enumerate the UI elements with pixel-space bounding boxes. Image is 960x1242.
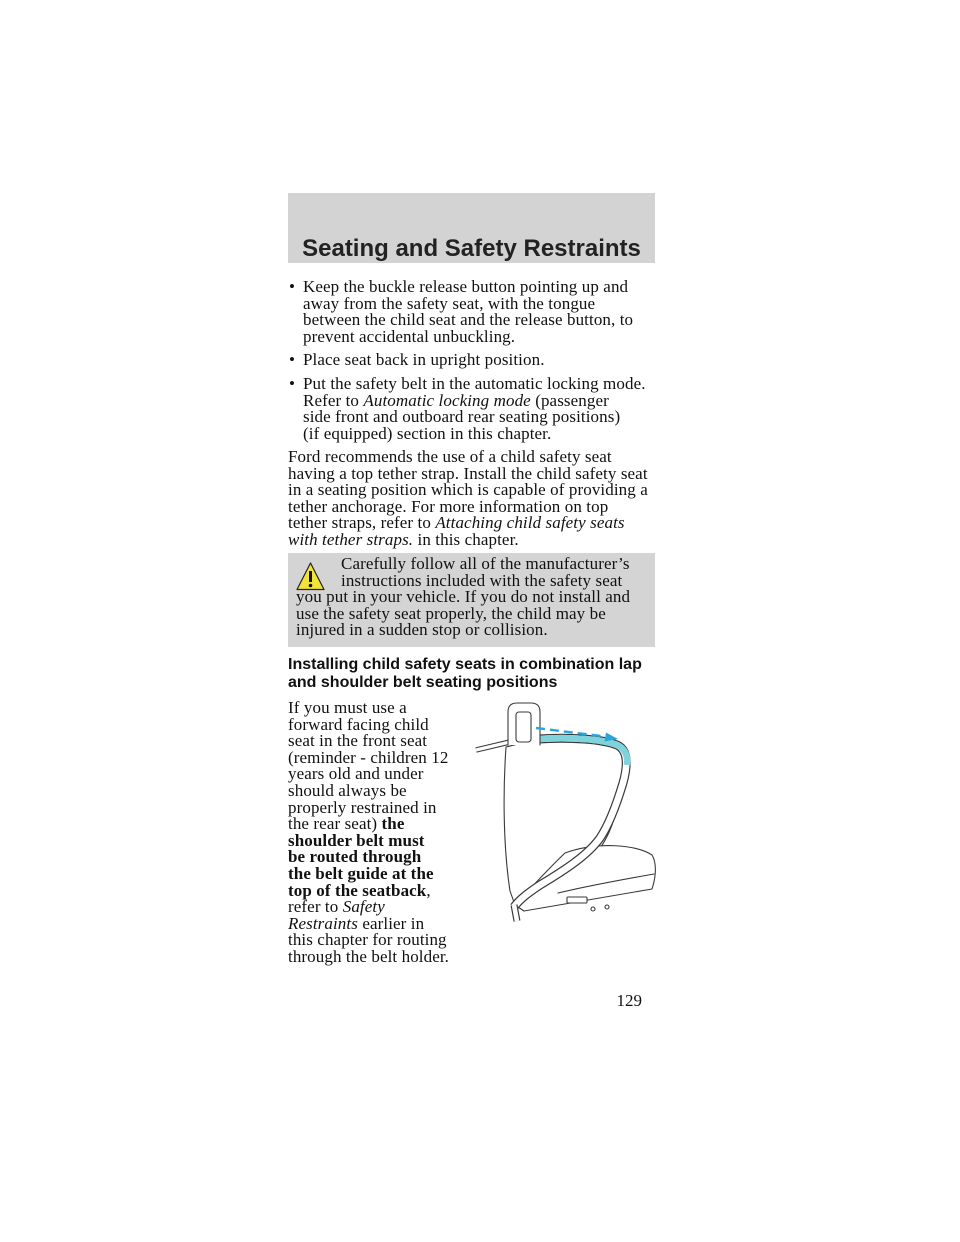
emphasis-text: the belt guide at the	[288, 863, 434, 883]
text-line: properly restrained in	[288, 797, 437, 817]
text-segment: in this chapter.	[417, 529, 519, 549]
bullet-marker: •	[289, 374, 295, 393]
text-line: years old and under	[288, 764, 424, 784]
text-line	[288, 529, 648, 549]
section-body	[288, 700, 449, 966]
text-line: side front and outboard rear seating positions)	[303, 407, 621, 427]
bullet-text	[303, 376, 646, 442]
text-line: Keep the buckle release button pointing up and	[303, 277, 629, 296]
bullet-item	[288, 279, 633, 345]
seat-adjuster	[567, 897, 587, 903]
text-segment: the rear seat)	[288, 814, 378, 834]
belt-stub	[514, 905, 517, 921]
text-segment: refer to	[288, 897, 339, 917]
text-segment: (passenger	[535, 390, 609, 410]
text-line: Ford recommends the use of a child safety seat	[288, 447, 612, 466]
heading-line: Installing child safety seats in combination lap	[288, 656, 642, 673]
emphasis-text: shoulder belt must	[288, 830, 425, 850]
text-segment: ,	[426, 880, 431, 900]
text-line: prevent accidental unbuckling.	[303, 326, 516, 346]
section-heading	[288, 656, 642, 691]
bullet-text	[303, 352, 545, 369]
cross-reference: Attaching child safety seats	[435, 513, 625, 533]
chapter-header	[288, 193, 655, 263]
cross-reference: Automatic locking mode	[363, 390, 531, 410]
bullet-marker: •	[289, 350, 295, 369]
chapter-title: Seating and Safety Restraints	[302, 235, 641, 262]
text-line: If you must use a	[288, 698, 407, 717]
text-line: Put the safety belt in the automatic locking mode.	[303, 374, 646, 393]
cross-reference: with tether straps.	[288, 529, 414, 549]
tether-paragraph	[288, 449, 648, 549]
cross-reference: Restraints	[288, 913, 358, 933]
text-line: this chapter for routing	[288, 930, 447, 950]
text-segment: tether straps, refer to	[288, 513, 431, 533]
text-line: should always be	[288, 780, 407, 800]
text-line: seat in the front seat	[288, 731, 428, 751]
bullet-item	[288, 376, 646, 442]
warning-box	[288, 553, 655, 647]
text-line: you put in your vehicle. If you do not install and	[296, 587, 631, 607]
seat-belt-illustration	[470, 695, 660, 925]
bullet-marker: •	[289, 277, 295, 296]
text-line: forward facing child	[288, 714, 429, 734]
text-line: tether anchorage. For more information on top	[288, 496, 609, 516]
text-line: injured in a sudden stop or collision.	[296, 620, 548, 640]
emphasis-text: top of the seatback	[288, 880, 427, 900]
heading-line: and shoulder belt seating positions	[288, 673, 558, 691]
emphasis-text: the	[381, 814, 405, 834]
bullet-text	[303, 279, 633, 345]
cross-reference: Safety	[342, 897, 385, 917]
emphasis-text: be routed through	[288, 847, 422, 867]
text-line: Carefully follow all of the manufacturer’s	[341, 554, 630, 573]
page-number: 129	[616, 991, 642, 1010]
text-line: in a seating position which is capable of providing a	[288, 480, 648, 500]
text-line: instructions included with the safety seat	[341, 570, 623, 590]
text-line: Place seat back in upright position.	[303, 350, 545, 369]
text-line: away from the safety seat, with the tongue	[303, 293, 596, 313]
seat-control-knob	[605, 905, 609, 909]
warning-text	[288, 556, 630, 639]
text-segment: earlier in	[362, 913, 425, 933]
seat-control-knob	[591, 907, 595, 911]
text-line: through the belt holder.	[288, 946, 450, 966]
bullet-item	[288, 352, 545, 369]
text-line: use the safety seat properly, the child may be	[296, 603, 606, 623]
text-line: (reminder - children 12	[288, 747, 449, 767]
headrest	[508, 703, 540, 745]
text-line: (if equipped) section in this chapter.	[303, 423, 552, 443]
text-line: between the child seat and the release button, to	[303, 310, 634, 330]
text-segment: Refer to	[303, 390, 360, 410]
text-line: having a top tether strap. Install the child safety seat	[288, 463, 648, 483]
